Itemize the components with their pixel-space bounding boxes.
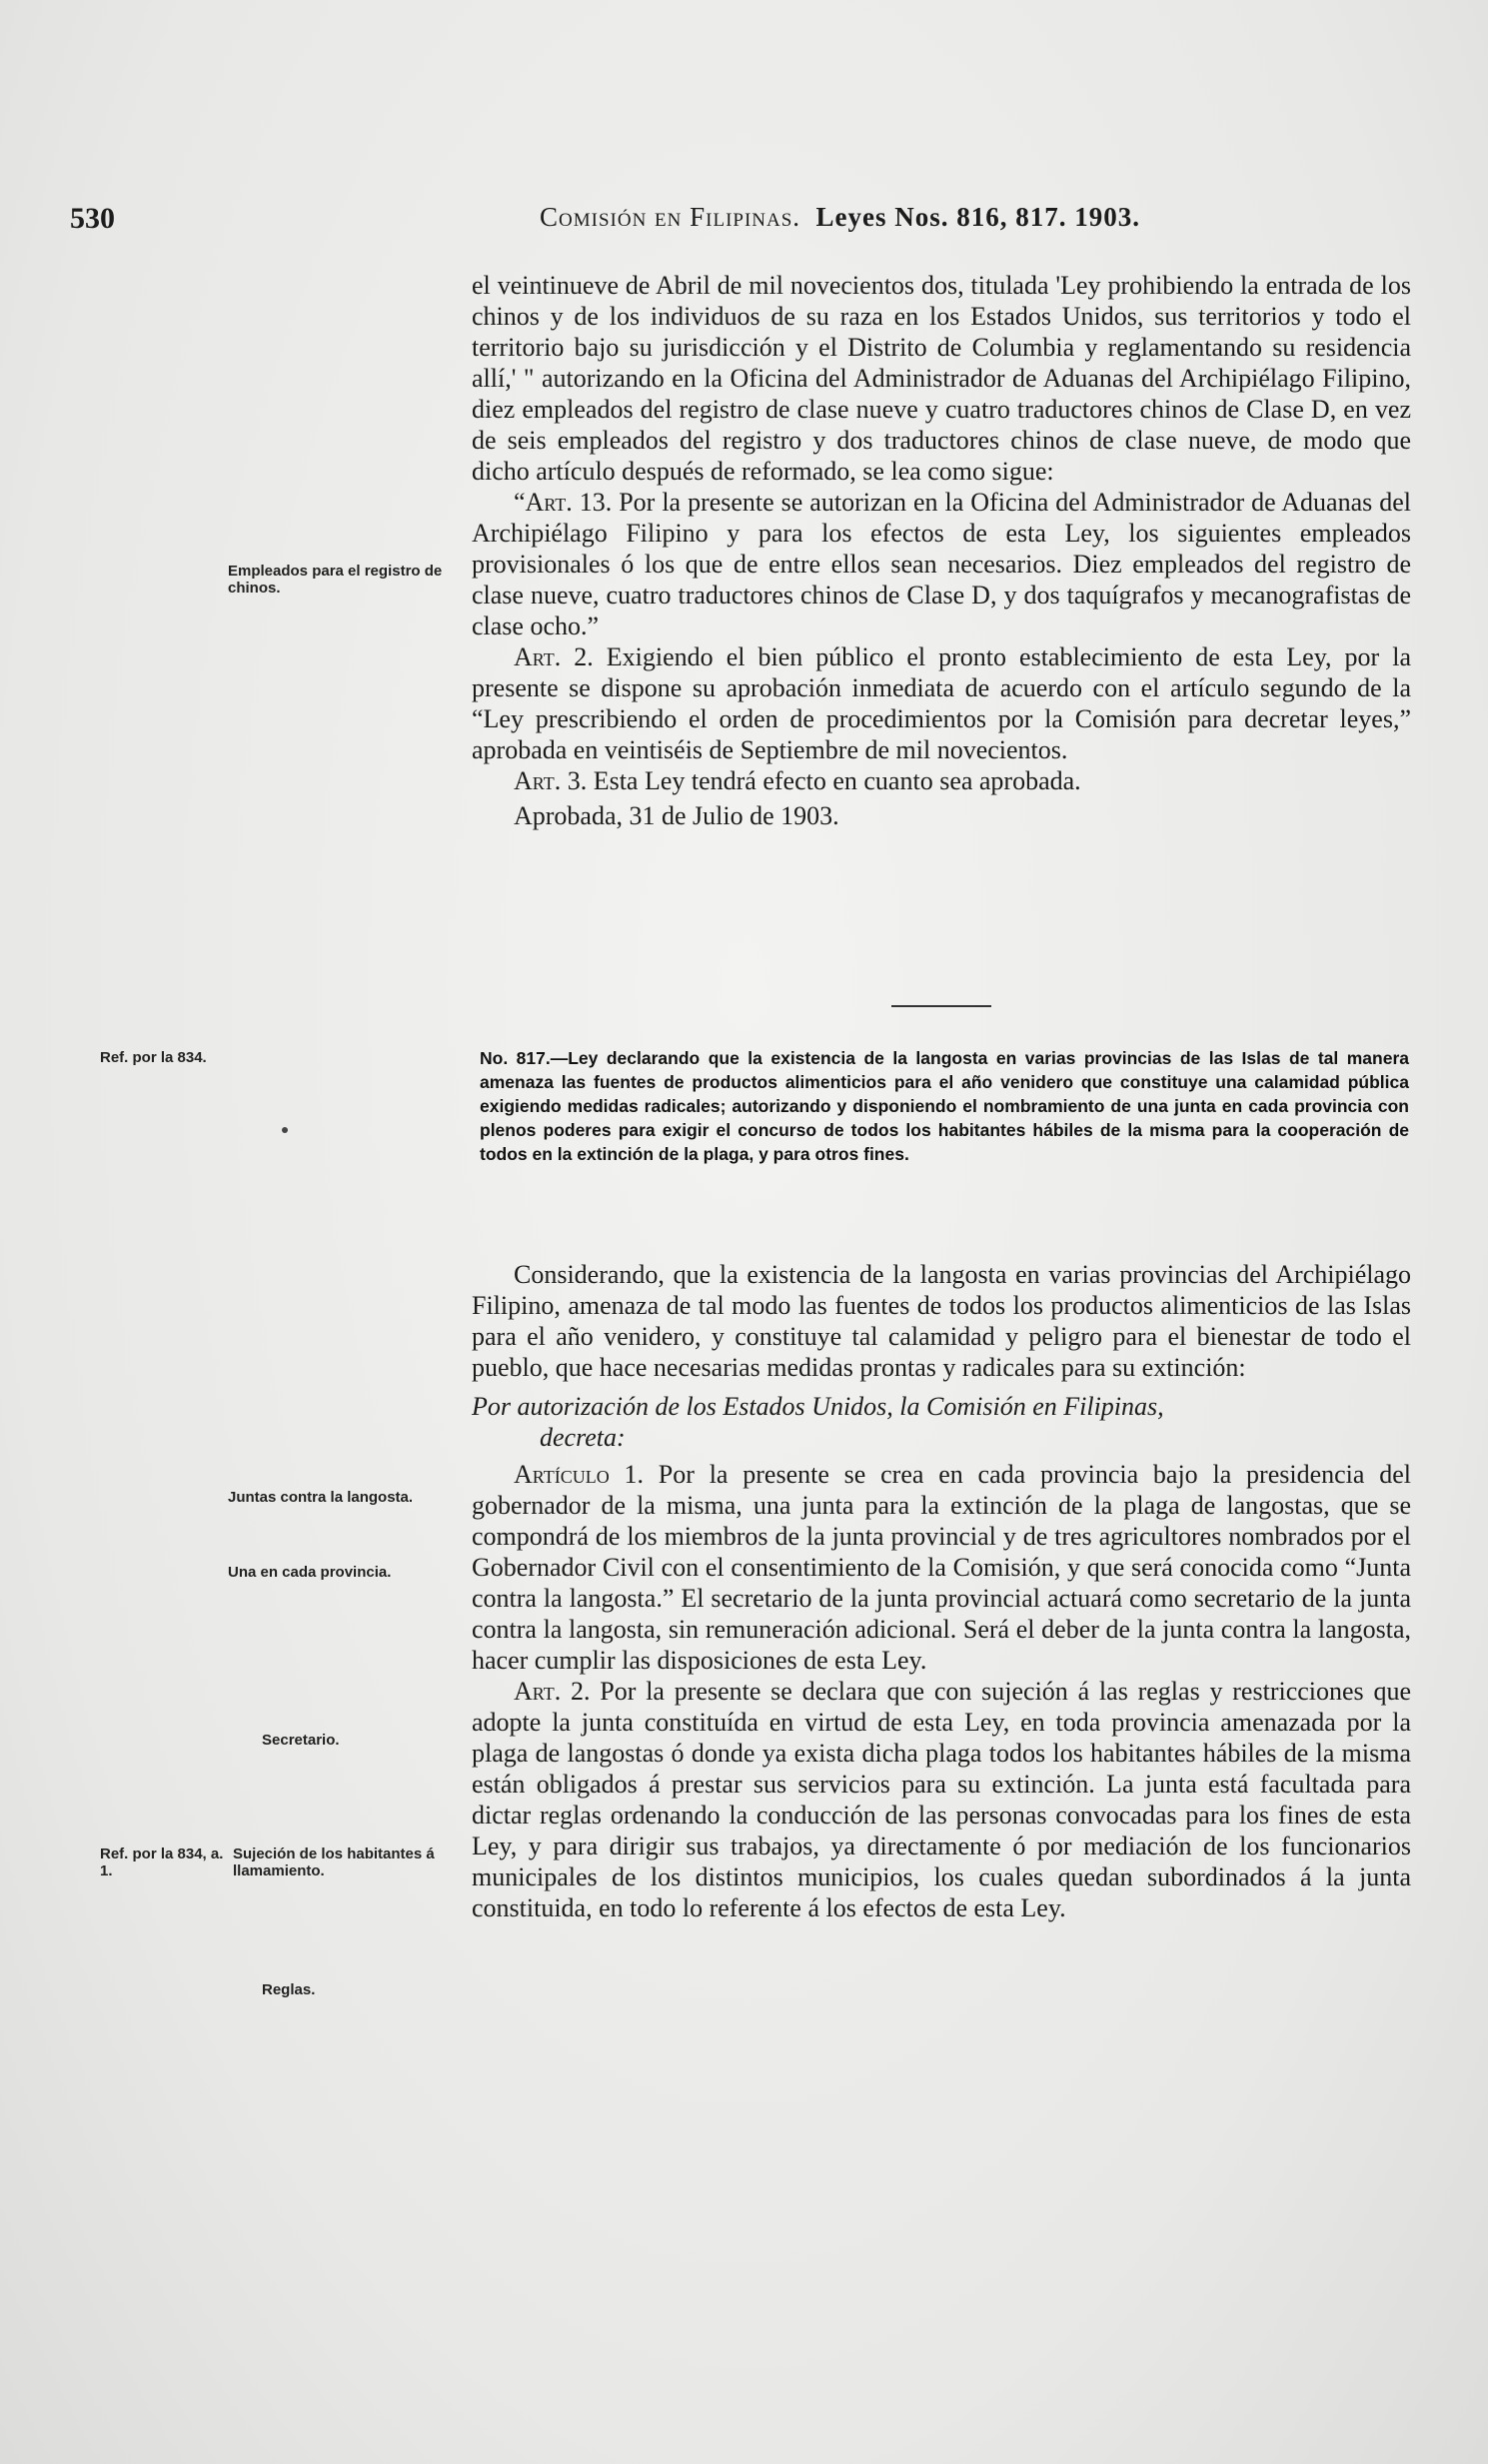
- running-head-left: Comisión en Filipinas.: [540, 202, 801, 232]
- art-13-paragraph: [472, 487, 1411, 641]
- act-817-art-2-text: Por la presente se declara que con sujeción á las reglas y restricciones que adopte la junta constituída en virtud de esta Ley, en toda provincia amenazada por la plaga de langostas ó donde ya exista dicha plaga todos los habitantes hábiles de la misma están obligados á prestar sus servicios para su extinción. La junta está facultada para dictar reglas ordenando la conducción de las personas convocadas para los fines de esta Ley, y para dirigir sus trabajos, ya directamente ó por mediación de los funcionarios municipales de los distintos municipios, los cuales quedan subordinados á la junta constituida, en todo lo referente á los efectos de esta Ley.: [472, 1677, 1411, 1922]
- act-816-tail: [472, 270, 1411, 831]
- approval-line: Aprobada, 31 de Julio de 1903.: [514, 801, 839, 830]
- art-3-text: Esta Ley tendrá efecto en cuanto sea aprobada.: [593, 766, 1081, 795]
- act-817-heading: No. 817.—Ley declarando que la existencia de la langosta en varias provincias de las Islas de tal manera amenaza las fuentes de productos alimenticios para el año venidero que constituye una calamidad pública exigiendo medidas radicales; autorizando y disponiendo el nombramiento de una junta en cada provincia con plenos poderes para exigir el concurso de todos los habitantes hábiles de la misma para la cooperación de todos en la extinción de la plaga, y para otros fines.: [480, 1048, 1409, 1164]
- art-13-label: “Art. 13.: [514, 488, 613, 517]
- running-head-right: Leyes Nos. 816, 817. 1903.: [815, 202, 1141, 232]
- art-13-text: Por la presente se autorizan en la Oficina del Administrador de Aduanas del Archipiélago Filipino y para los efectos de esta Ley, los siguientes empleados provisionales ó los que de entre ellos sean necesarios. Diez empleados del registro de clase nueve, cuatro traductores chinos de Clase D, y dos taquígrafos y mecanografistas de clase ocho.”: [472, 488, 1411, 640]
- act-817-art-1-label: Artículo 1.: [514, 1460, 644, 1489]
- running-head: [540, 202, 1140, 233]
- margin-note-juntas: Juntas contra la langosta.: [228, 1489, 414, 1506]
- preamble: Considerando, que la existencia de la langosta en varias provincias del Archipiélago Filipino, amenaza de tal modo las fuentes de todos los productos alimenticios de las Islas para el año venidero, y constituye tal calamidad y peligro para el bienestar de todo el pueblo, que hace necesarias medidas prontas y radicales para su extinción:: [472, 1260, 1411, 1382]
- act-817-art-2: [472, 1676, 1411, 1923]
- art-2-text: Exigiendo el bien público el pronto establecimiento de esta Ley, por la presente se dispone su aprobación inmediata de acuerdo con el artículo segundo de la “Ley prescribiendo el orden de procedimientos por la Comisión para decretar leyes,” aprobada en veintiséis de Septiembre de mil novecientos.: [472, 642, 1411, 764]
- art-3-label: Art. 3.: [514, 766, 588, 795]
- act-817-art-1: [472, 1459, 1411, 1676]
- stray-mark: [282, 1127, 288, 1133]
- act-817-body: [472, 1259, 1411, 1923]
- margin-note-sujecion: Sujeción de los habitantes á llamamiento.: [233, 1846, 435, 1879]
- margin-note-empleados: Empleados para el registro de chinos.: [228, 563, 443, 597]
- margin-note-secretario: Secretario.: [262, 1732, 340, 1749]
- margin-note-ref-834-a1: Ref. por la 834, a. 1.: [100, 1846, 224, 1879]
- act-816-paragraph: el veintinueve de Abril de mil novecientos dos, titulada 'Ley prohibiendo la entrada de los chinos y de los individuos de su raza en los Estados Unidos, sus territorios y todo el territorio bajo su jurisdicción y el Distrito de Columbia y reglamentando su residencia allí,' " autorizando en la Oficina del Administrador de Aduanas del Archipiélago Filipino, diez empleados del registro de clase nueve y cuatro traductores chinos de Clase D, en vez de seis empleados del registro y dos traductores chinos de clase nueve, de modo que dicho artículo después de reformado, se lea como sigue:: [472, 271, 1411, 486]
- enacting-clause: [472, 1391, 1411, 1453]
- art-3-paragraph: [472, 765, 1411, 796]
- section-divider: [891, 1005, 991, 1007]
- margin-note-ref-834: Ref. por la 834.: [100, 1049, 207, 1066]
- enacting-line-2: decreta:: [540, 1423, 626, 1452]
- enacting-line-1: Por autorización de los Estados Unidos, la Comisión en Filipinas,: [472, 1392, 1164, 1421]
- margin-note-reglas: Reglas.: [262, 1981, 316, 1998]
- act-817-art-1-text: Por la presente se crea en cada provincia bajo la presidencia del gobernador de la misma, una junta para la extinción de la plaga de langostas, que se compondrá de los miembros de la junta provincial y de tres agricultores nombrados por el Gobernador Civil con el consentimiento de la Comisión, y que será conocida como “Junta contra la langosta.” El secretario de la junta provincial actuará como secretario de la junta contra la langosta, sin remuneración adicional. Será el deber de la junta contra la langosta, hacer cumplir las disposiciones de esta Ley.: [472, 1460, 1411, 1675]
- margin-note-una-en-cada: Una en cada provincia.: [228, 1564, 392, 1581]
- page-number: 530: [70, 202, 115, 235]
- art-2-paragraph: [472, 641, 1411, 765]
- art-2-label: Art. 2.: [514, 642, 594, 671]
- act-817-art-2-label: Art. 2.: [514, 1677, 591, 1706]
